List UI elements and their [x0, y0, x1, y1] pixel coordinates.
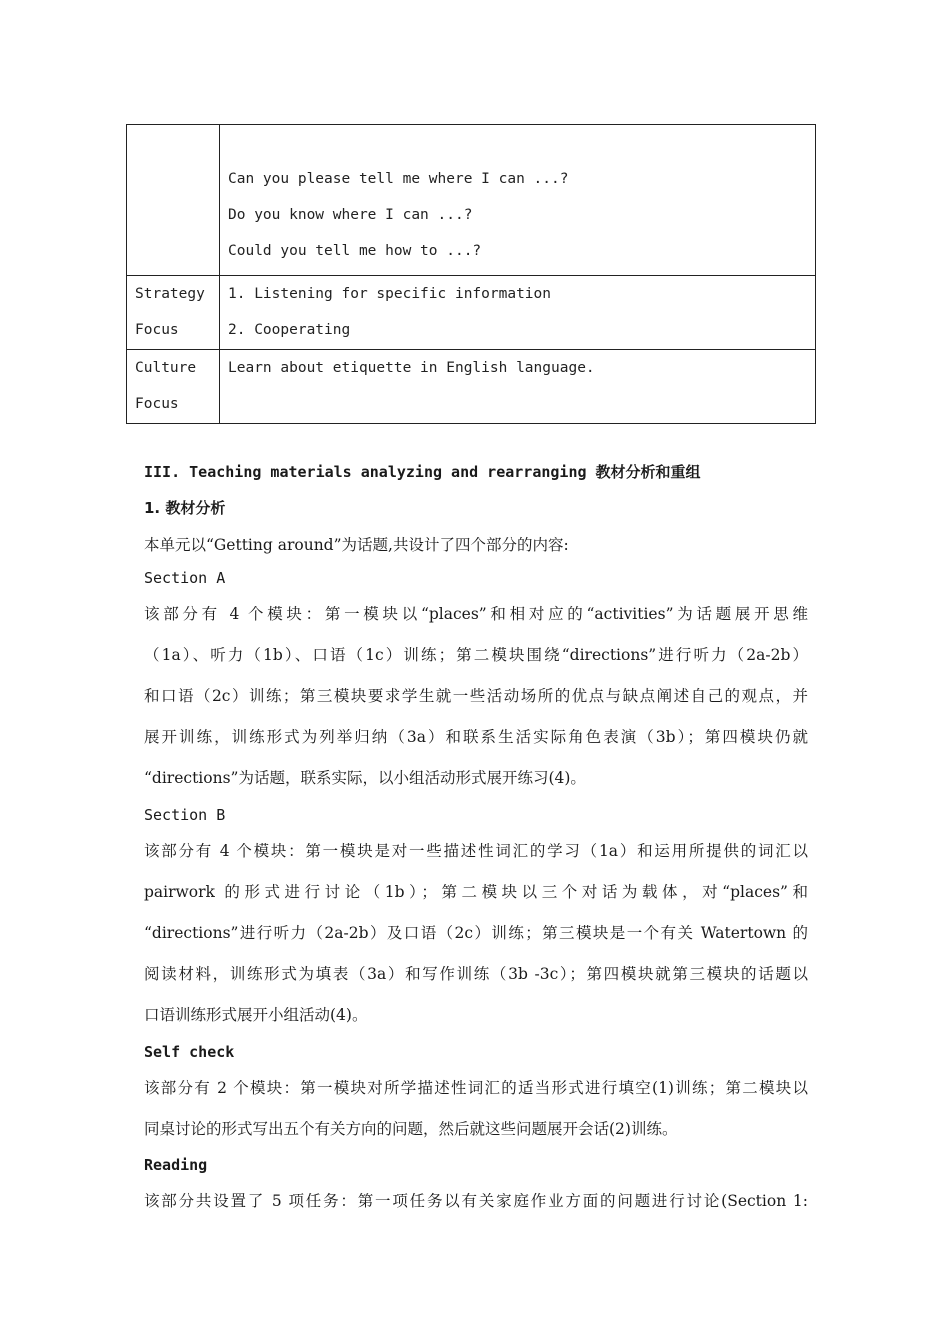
sentence-line: Do you know where I can ...?: [228, 207, 473, 223]
section-a-heading: Section A: [144, 569, 226, 587]
culture-focus-label: Culture Focus: [127, 350, 220, 424]
table-row: [127, 125, 816, 276]
table-row: [127, 350, 816, 424]
empty-label-cell: [127, 125, 220, 276]
table-row: [127, 276, 816, 350]
section-a-paragraph: 该部分有 4 个模块：第一模块以“places”和相对应的“activities”为话题展开思维 （1a）、听力（1b）、口语（1c）训练；第二模块围绕“directions”进行听力（2a-2b） 和口语（2c）训练；第三模块要求学生就一些活动场所的优点与缺点阐述自己的观点，并 展开训练，训练形式为列举归纳（3a）和联系生活实际角色表演（3b）；第四模块仍就 “directions”为话题，联系实际，以小组活动形式展开练习(4)。: [144, 605, 808, 787]
section-heading: III. Teaching materials analyzing and rearranging 教材分析和重组: [144, 463, 701, 481]
self-check-paragraph: 该部分有 2 个模块：第一模块对所学描述性词汇的适当形式进行填空(1)训练；第二模块以 同桌讨论的形式写出五个有关方向的问题，然后就这些问题展开会话(2)训练。: [144, 1079, 808, 1138]
section-b-paragraph: 该部分有 4 个模块：第一模块是对一些描述性词汇的学习（1a）和运用所提供的词汇以 pairwork 的形式进行讨论（1b）；第二模块以三个对话为载体，对“places”和 “directions”进行听力（2a-2b）及口语（2c）训练；第三模块是一个有关 Watertown 的 阅读材料，训练形式为填表（3a）和写作训练（3b -3c）；第四模块就第三模块的话题以 口语训练形式展开小组活动(4)。: [144, 842, 808, 1024]
strategy-item: 2. Cooperating: [228, 322, 351, 338]
section-b-heading: Section B: [144, 806, 226, 824]
subsection-heading: 1. 教材分析: [144, 499, 226, 517]
sentence-line: Can you please tell me where I can ...?: [228, 171, 569, 187]
self-check-heading: Self check: [144, 1043, 235, 1061]
reading-paragraph: 该部分共设置了 5 项任务：第一项任务以有关家庭作业方面的问题进行讨论(Section 1:: [144, 1192, 808, 1210]
strategy-focus-label: Strategy Focus: [127, 276, 220, 350]
strategy-focus-value: [220, 276, 816, 350]
strategy-item: 1. Listening for specific information: [228, 286, 552, 302]
language-goals-cell: [220, 125, 816, 276]
lesson-info-table: [126, 124, 816, 424]
culture-focus-value: Learn about etiquette in English language.: [220, 350, 816, 424]
intro-paragraph: 本单元以“Getting around”为话题,共设计了四个部分的内容:: [144, 536, 569, 554]
sentence-line: Could you tell me how to ...?: [228, 243, 482, 259]
reading-heading: Reading: [144, 1156, 208, 1174]
